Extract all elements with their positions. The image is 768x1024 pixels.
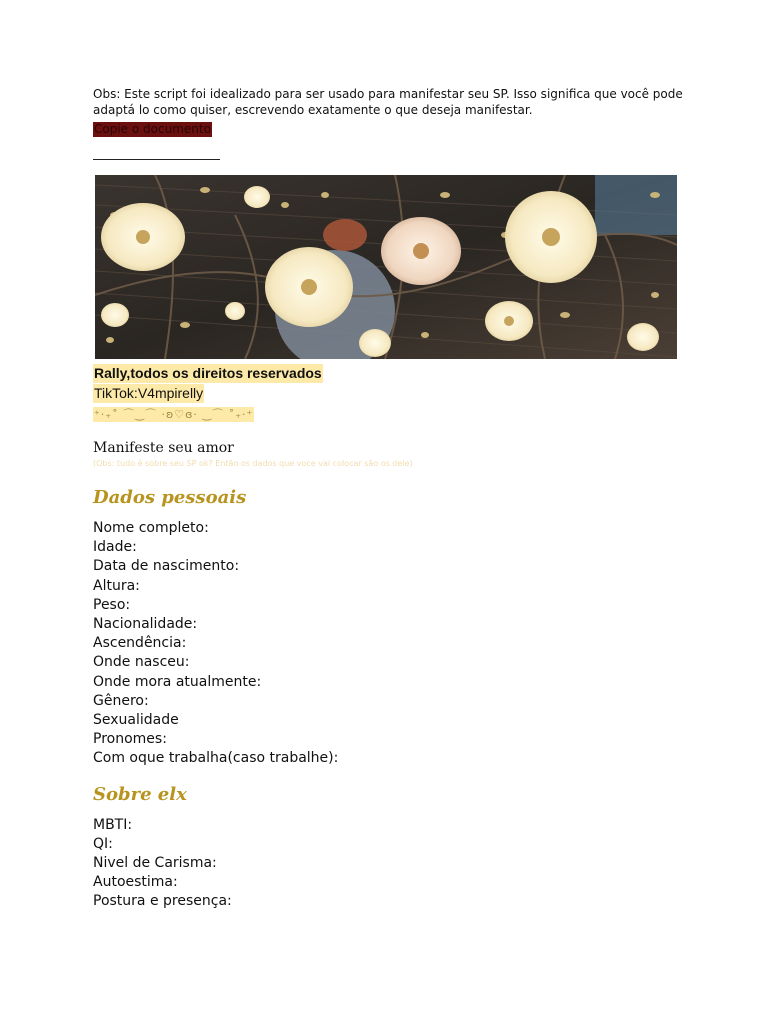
field-sexualidade: Sexualidade	[93, 712, 179, 729]
field-nacionalidade: Nacionalidade:	[93, 616, 198, 633]
personal-data-list	[93, 519, 683, 769]
field-genero: Gênero:	[93, 692, 149, 709]
document-page	[93, 86, 683, 912]
section-title-sobre-elx: Sobre elx	[93, 783, 187, 805]
manifest-subnote: (Obs: tudo é sobre seu SP ok? Então os dados que voce vai colocar são os dele)	[93, 459, 413, 468]
field-altura: Altura:	[93, 577, 140, 594]
field-postura: Postura e presença:	[93, 893, 232, 910]
kaomoji-decoration: ⁺‧₊˚ ⌒‿⌒ ·ʚ♡ɞ· ‿⌒ ˚₊‧⁺	[94, 408, 254, 421]
section-title-dados-pessoais: Dados pessoais	[93, 487, 247, 508]
copy-document-link[interactable]: Copie o documento	[94, 122, 211, 136]
banner-image	[95, 175, 677, 359]
field-qi: QI:	[93, 835, 113, 852]
field-onde-mora: Onde mora atualmente:	[93, 673, 262, 690]
credits-block	[93, 363, 683, 422]
field-trabalho: Com oque trabalha(caso trabalhe):	[93, 750, 339, 767]
manifest-title: Manifeste seu amor	[93, 440, 234, 456]
field-carisma: Nivel de Carisma:	[93, 855, 217, 872]
magnolia-flowers-photo	[95, 175, 677, 359]
field-peso: Peso:	[93, 596, 131, 613]
about-list	[93, 816, 683, 912]
field-onde-nasceu: Onde nasceu:	[93, 654, 190, 671]
field-idade: Idade:	[93, 539, 137, 556]
divider-line	[93, 159, 220, 160]
intro-note: Obs: Este script foi idealizado para ser usado para manifestar seu SP. Isso significa que você pode adaptá lo como quiser, escrevendo exatamente o que deseja manifestar.	[93, 87, 683, 117]
field-data-nascimento: Data de nascimento:	[93, 558, 240, 575]
field-autoestima: Autoestima:	[93, 874, 178, 891]
field-nome-completo: Nome completo:	[93, 520, 209, 536]
field-mbti: MBTI:	[93, 816, 133, 833]
field-ascendencia: Ascendência:	[93, 635, 187, 652]
field-pronomes: Pronomes:	[93, 731, 167, 748]
rights-text: Rally,todos os direitos reservados	[94, 365, 322, 381]
tiktok-handle: TikTok:V4mpirelly	[94, 385, 204, 401]
